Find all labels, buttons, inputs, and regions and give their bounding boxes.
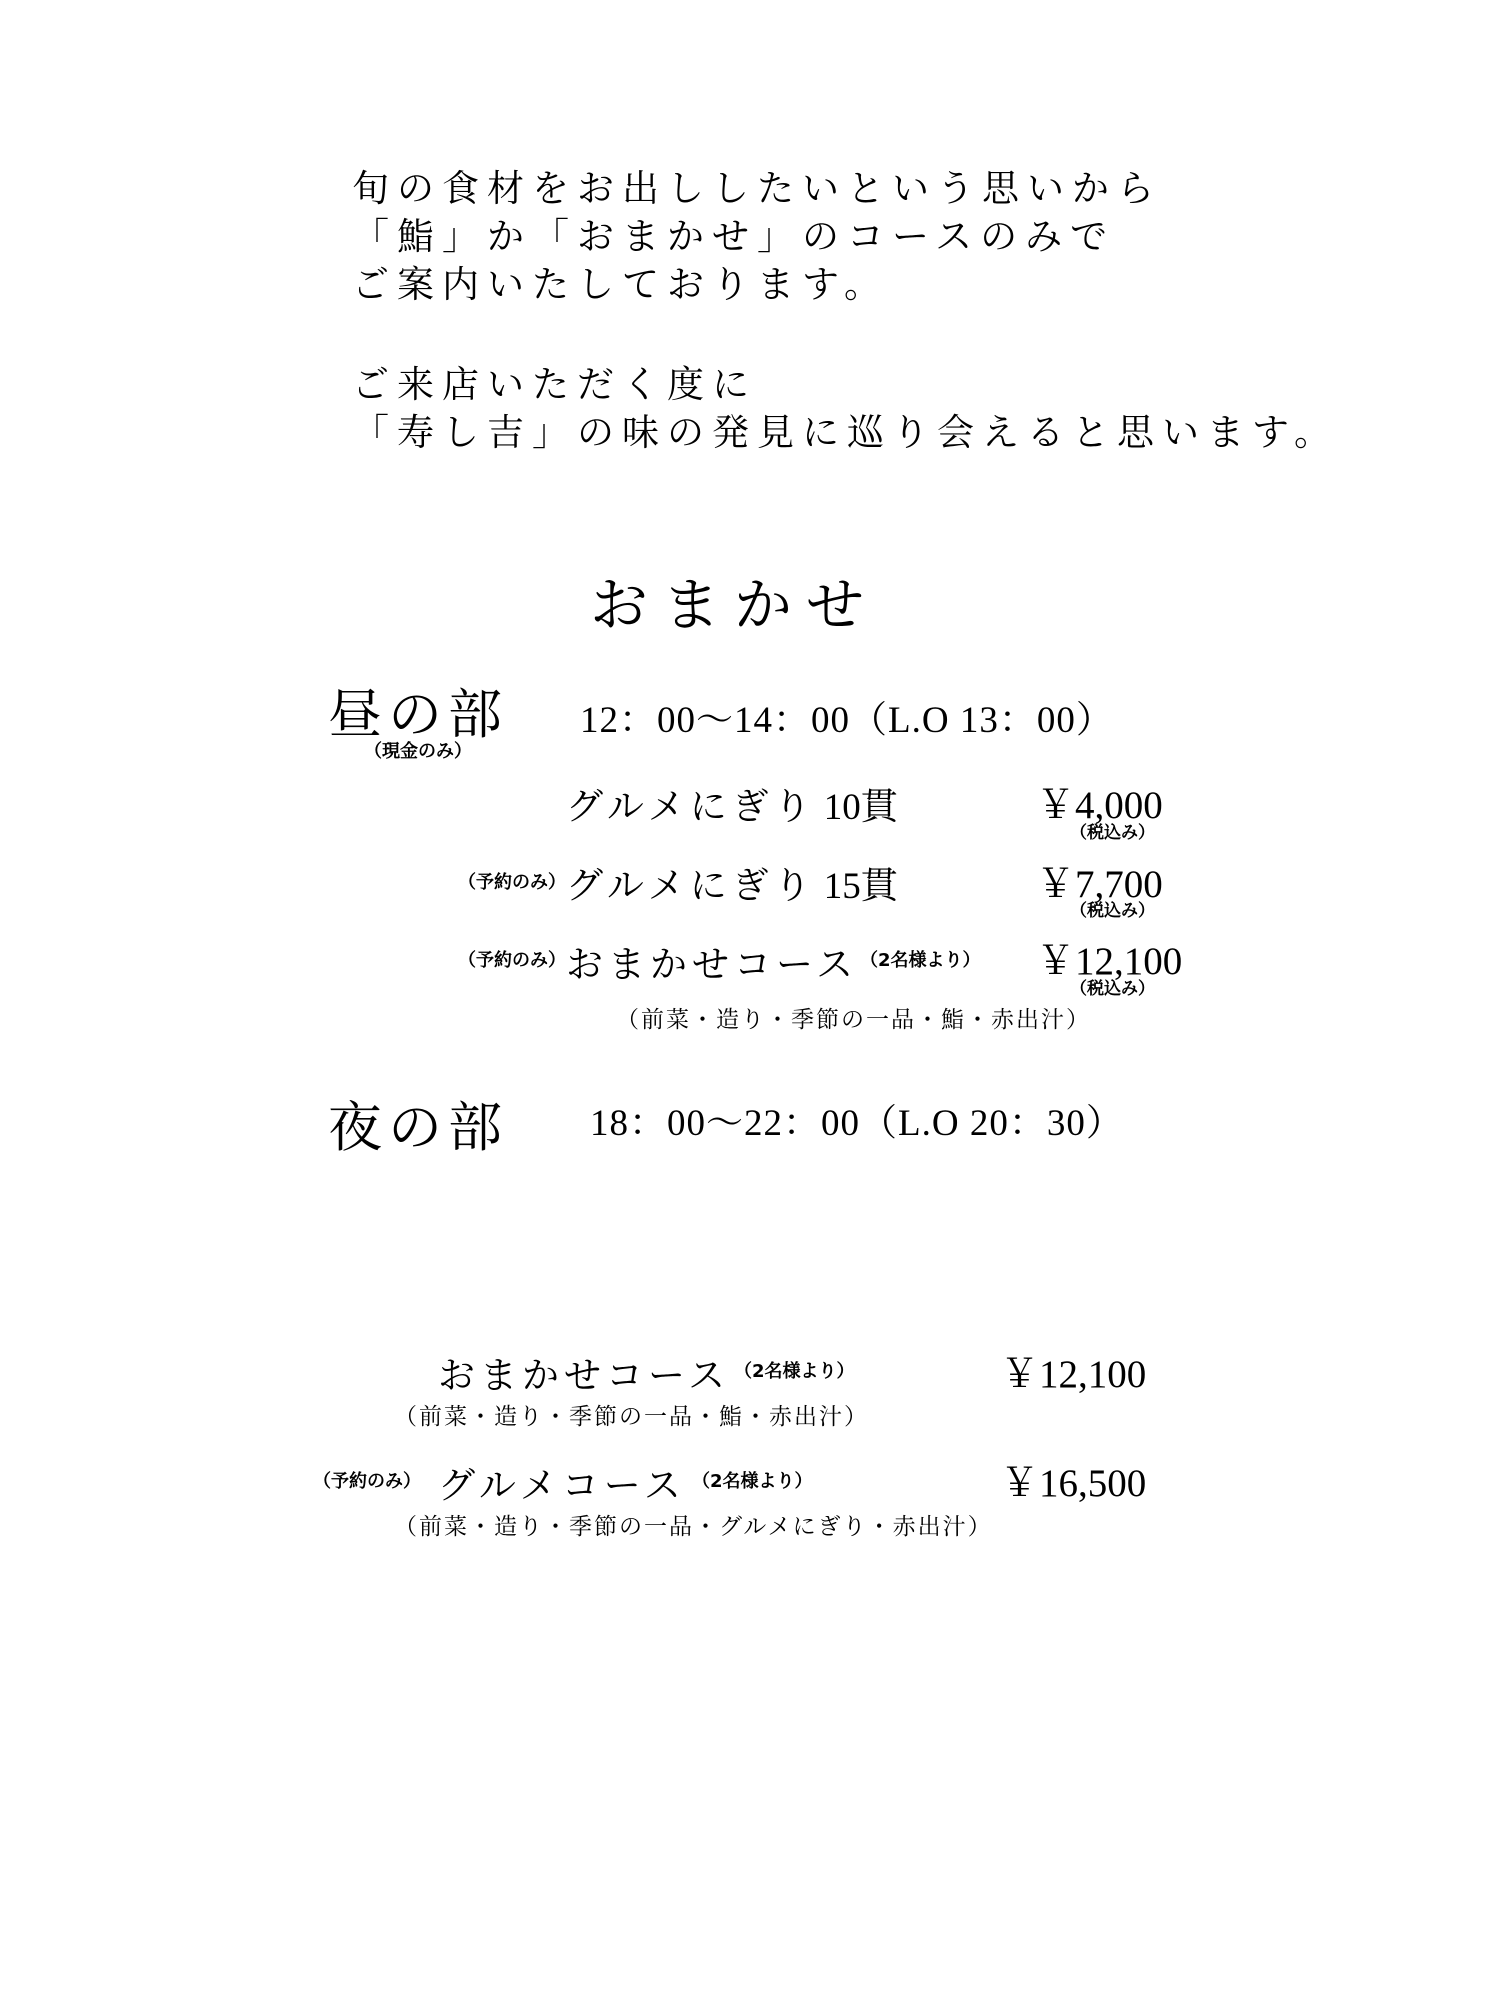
lunch-item-2-tax: （税込み） xyxy=(1070,901,1155,921)
dinner-item-2-name: グルメコース xyxy=(438,1464,686,1507)
intro-line-2: 「鮨」か「おまかせ」のコースのみで xyxy=(352,215,1116,258)
dinner-item-2-detail: （前菜・造り・季節の一品・グルメにぎり・赤出汁） xyxy=(394,1514,993,1540)
dinner-hours: 18：00〜22：00（L.O 20：30） xyxy=(590,1103,1124,1144)
lunch-title: 昼の部 xyxy=(328,683,508,746)
dinner-item-1-price: ￥12,100 xyxy=(1000,1353,1147,1396)
lunch-note: （現金のみ） xyxy=(364,741,472,762)
lunch-course-detail: （前菜・造り・季節の一品・鮨・赤出汁） xyxy=(616,1007,1091,1033)
intro-line-1: 旬の食材をお出ししたいという思いから xyxy=(352,167,1162,210)
lunch-item-1-tax: （税込み） xyxy=(1070,823,1155,843)
dinner-item-2-min: （2名様より） xyxy=(692,1471,813,1492)
dinner-item-1-name: おまかせコース xyxy=(438,1354,731,1397)
intro-line-5: 「寿し吉」の味の発見に巡り会えると思います。 xyxy=(352,411,1340,454)
dinner-item-2-prefix: （予約のみ） xyxy=(313,1471,421,1492)
intro-line-4: ご来店いただく度に xyxy=(352,363,757,406)
lunch-item-3-min: （2名様より） xyxy=(860,950,981,971)
lunch-item-2-name: グルメにぎり 15貫 xyxy=(566,864,898,907)
lunch-item-1-price: ￥4,000 xyxy=(1036,784,1163,827)
lunch-item-2-price: ￥7,700 xyxy=(1036,863,1163,906)
lunch-item-3-name: おまかせコース xyxy=(566,943,859,986)
dinner-item-1-min: （2名様より） xyxy=(734,1361,855,1382)
dinner-title: 夜の部 xyxy=(328,1096,508,1159)
page-heading: おまかせ xyxy=(590,571,879,639)
dinner-item-1-detail: （前菜・造り・季節の一品・鮨・赤出汁） xyxy=(394,1404,869,1430)
lunch-item-1-name: グルメにぎり 10貫 xyxy=(566,785,898,828)
lunch-item-2-prefix: （予約のみ） xyxy=(458,872,566,893)
lunch-hours: 12：00〜14：00（L.O 13：00） xyxy=(580,700,1114,741)
dinner-item-2-price: ￥16,500 xyxy=(1000,1462,1147,1505)
lunch-item-3-tax: （税込み） xyxy=(1070,979,1155,999)
lunch-item-3-prefix: （予約のみ） xyxy=(458,950,566,971)
intro-line-3: ご案内いたしております。 xyxy=(352,263,890,306)
lunch-item-3-price: ￥12,100 xyxy=(1036,940,1183,983)
